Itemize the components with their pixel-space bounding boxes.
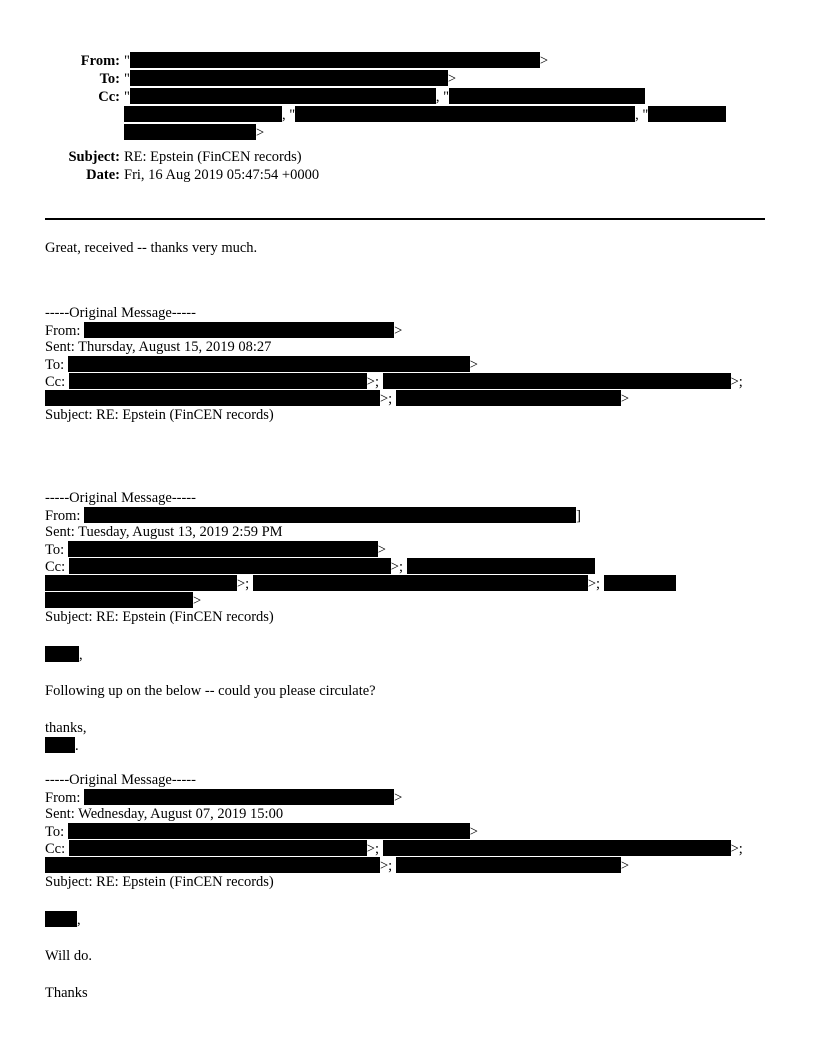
msg3-cc-2: >; > (45, 857, 785, 874)
msg2-subject: Subject: RE: Epstein (FinCEN records) (45, 609, 274, 625)
to-label: To: (99, 71, 120, 87)
redaction-block (383, 840, 731, 856)
msg2-cc: Cc: >; (45, 558, 785, 575)
msg3-to: To: > (45, 824, 478, 840)
redaction-block (407, 558, 595, 574)
redaction-block (604, 575, 676, 591)
msg3-subject: Subject: RE: Epstein (FinCEN records) (45, 874, 274, 890)
msg2-sent: Sent: Tuesday, August 13, 2019 2:59 PM (45, 524, 283, 540)
msg1-subject: Subject: RE: Epstein (FinCEN records) (45, 407, 274, 423)
header-cc-row (0, 88, 816, 106)
msg3-will-do: Will do. (45, 948, 92, 964)
from-label: From: (80, 53, 120, 69)
date-label: Date: (86, 167, 120, 183)
cc-value-line3: > (124, 124, 264, 142)
from-value: " > (124, 53, 549, 69)
header-cc-row-2 (0, 106, 816, 124)
header-cc-row-3 (0, 124, 816, 142)
msg2-signature: . (45, 737, 785, 754)
redaction-block (45, 575, 237, 591)
header-to-row (0, 70, 816, 88)
msg3-greeting: , (45, 911, 785, 928)
original-message-label: -----Original Message----- (45, 772, 196, 788)
subject-value: RE: Epstein (FinCEN records) (124, 149, 302, 165)
msg2-follow-up: Following up on the below -- could you please circulate? (45, 683, 376, 699)
header-from-row (0, 52, 816, 70)
msg2-cc-3: > (45, 592, 785, 609)
email-body (45, 240, 785, 1002)
header-divider (45, 218, 765, 220)
msg2-greeting: , (45, 646, 785, 663)
msg1-to: To: > (45, 357, 478, 373)
redaction-block (69, 373, 367, 389)
redaction-block (84, 789, 394, 805)
msg1-cc-2: >; > (45, 390, 785, 407)
msg1-sent: Sent: Thursday, August 15, 2019 08:27 (45, 339, 272, 355)
opening-line: Great, received -- thanks very much. (45, 240, 258, 256)
original-message-label: -----Original Message----- (45, 305, 196, 321)
email-header (0, 52, 816, 184)
redaction-block (396, 390, 621, 406)
redaction-block (68, 541, 378, 557)
redaction-block (45, 390, 380, 406)
msg3-cc: Cc: >; >; (45, 841, 743, 857)
redaction-block (124, 106, 282, 122)
redaction-block (69, 558, 391, 574)
msg2-thanks: thanks, (45, 720, 87, 736)
redaction-block (295, 106, 635, 122)
date-value: Fri, 16 Aug 2019 05:47:54 +0000 (124, 167, 320, 183)
redaction-block (45, 911, 77, 927)
cc-value-line1: " , " (124, 88, 645, 106)
redaction-block (130, 52, 540, 68)
cc-label: Cc: (98, 89, 120, 105)
header-date-row (0, 166, 816, 184)
msg2-to: To: > (45, 542, 386, 558)
msg2-cc-2: >; >; (45, 575, 785, 592)
redaction-block (84, 507, 576, 523)
redaction-block (68, 356, 470, 372)
redaction-block (45, 646, 79, 662)
cc-value-line2: , " , " (124, 106, 726, 124)
redaction-block (84, 322, 394, 338)
redaction-block (68, 823, 470, 839)
to-value: " > (124, 71, 457, 87)
msg2-from: From: ] (45, 508, 581, 524)
msg3-thanks: Thanks (45, 985, 88, 1001)
msg3-from: From: > (45, 790, 403, 806)
redaction-block (648, 106, 726, 122)
redaction-block (45, 592, 193, 608)
redaction-block (130, 70, 448, 86)
msg3-sent: Sent: Wednesday, August 07, 2019 15:00 (45, 806, 284, 822)
redaction-block (45, 737, 75, 753)
redaction-block (396, 857, 621, 873)
redaction-block (449, 88, 645, 104)
redaction-block (45, 857, 380, 873)
header-subject-row (0, 148, 816, 166)
redaction-block (253, 575, 588, 591)
redaction-block (124, 124, 256, 140)
msg1-from: From: > (45, 323, 403, 339)
original-message-label: -----Original Message----- (45, 490, 196, 506)
subject-label: Subject: (68, 149, 120, 165)
msg1-cc: Cc: >; >; (45, 374, 743, 390)
redaction-block (383, 373, 731, 389)
redaction-block (130, 88, 436, 104)
redaction-block (69, 840, 367, 856)
